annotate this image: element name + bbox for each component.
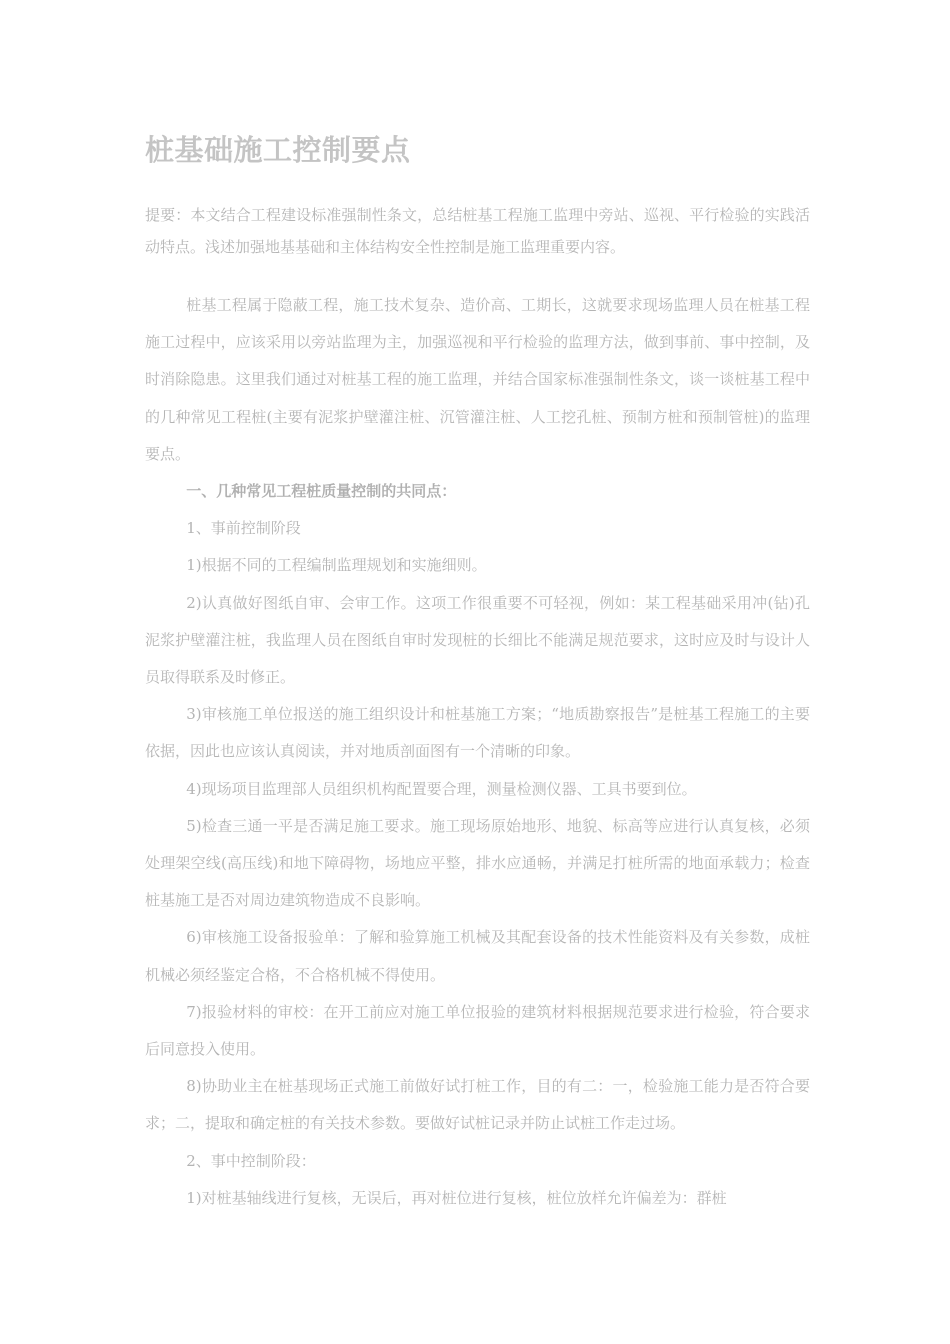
document-body bbox=[145, 287, 810, 1217]
body-paragraph: 3)审核施工单位报送的施工组织设计和桩基施工方案；“地质勘察报告”是桩基工程施工的主要依据，因此也应该认真阅读，并对地质剖面图有一个清晰的印象。 bbox=[145, 705, 810, 761]
abstract-paragraph: 提要：本文结合工程建设标准强制性条文，总结桩基工程施工监理中旁站、巡视、平行检验的实践活动特点。浅述加强地基基础和主体结构安全性控制是施工监理重要内容。 bbox=[145, 206, 810, 256]
body-paragraph: 1)对桩基轴线进行复核，无误后，再对桩位进行复核，桩位放样允许偏差为：群桩 bbox=[186, 1188, 727, 1207]
body-paragraph: 桩基工程属于隐蔽工程，施工技术复杂、造价高、工期长，这就要求现场监理人员在桩基工程施工过程中，应该采用以旁站监理为主，加强巡视和平行检验的监理方法，做到事前、事中控制，及时消除隐患。这里我们通过对桩基工程的施工监理，并结合国家标准强制性条文，谈一谈桩基工程中的几种常见工程桩(主要有泥浆护壁灌注桩、沉管灌注桩、人工挖孔桩、预制方桩和预制管桩)的监理要点。 bbox=[145, 296, 810, 463]
body-paragraph: 7)报验材料的审校：在开工前应对施工单位报验的建筑材料根据规范要求进行检验，符合要求后同意投入使用。 bbox=[145, 1002, 810, 1059]
document-title: 桩基础施工控制要点 bbox=[145, 133, 411, 167]
body-paragraph: 6)审核施工设备报验单：了解和验算施工机械及其配套设备的技术性能资料及有关参数，成桩机械必须经鉴定合格，不合格机械不得使用。 bbox=[145, 928, 810, 984]
subsection-heading: 1、事前控制阶段 bbox=[186, 519, 301, 538]
subsection-heading: 2、事中控制阶段： bbox=[186, 1151, 316, 1170]
body-paragraph: 1)根据不同的工程编制监理规划和实施细则。 bbox=[186, 556, 487, 575]
body-paragraph: 8)协助业主在桩基现场正式施工前做好试打桩工作，目的有二：一，检验施工能力是否符合要求；二，提取和确定桩的有关技术参数。要做好试桩记录并防止试桩工作走过场。 bbox=[145, 1077, 810, 1133]
body-paragraph: 5)检查三通一平是否满足施工要求。施工现场原始地形、地貌、标高等应进行认真复核，必须处理架空线(高压线)和地下障碍物，场地应平整，排水应通畅，并满足打桩所需的地面承载力；检查桩基施工是否对周边建筑物造成不良影响。 bbox=[145, 816, 810, 910]
document-page bbox=[145, 128, 810, 1217]
body-paragraph: 4)现场项目监理部人员组织机构配置要合理，测量检测仪器、工具书要到位。 bbox=[186, 779, 697, 798]
section-heading: 一、几种常见工程桩质量控制的共同点： bbox=[186, 482, 457, 501]
body-paragraph: 2)认真做好图纸自审、会审工作。这项工作很重要不可轻视，例如：某工程基础采用冲(钻)孔泥浆护壁灌注桩，我监理人员在图纸自审时发现桩的长细比不能满足规范要求，这时应及时与设计人员取得联系及时修正。 bbox=[145, 593, 810, 687]
